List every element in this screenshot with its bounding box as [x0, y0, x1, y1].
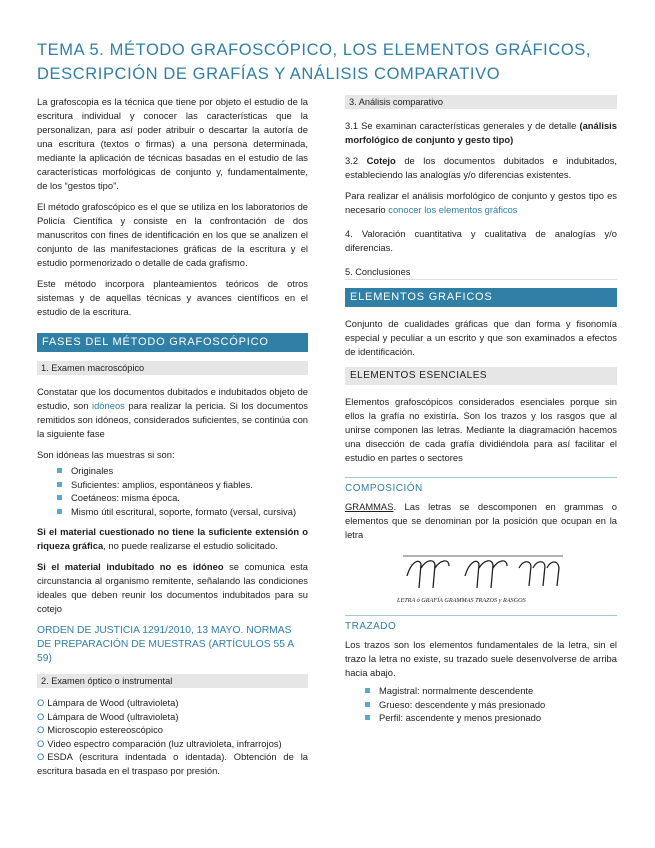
- composicion-heading: COMPOSICIÓN: [345, 477, 617, 496]
- title-line-1: TEMA 5. MÉTODO GRAFOSCÓPICO, LOS ELEMENTOS GRÁFICOS,: [37, 41, 592, 59]
- no-suficiente-paragraph: Si el material cuestionado no tiene la suficiente extensión o riqueza gráfica, no puede realizarse el estudio solicitado.: [37, 526, 308, 551]
- examen-optico-heading: 2. Examen óptico o instrumental: [37, 674, 308, 688]
- page-title: [37, 38, 627, 86]
- analisis-3-2: 3.2 Cotejo de los documentos dubitados e indubitados, estableciendo las analogías y/o diferencias existentes.: [345, 155, 618, 180]
- grammas-paragraph: GRAMMAS. Las letras se descomponen en grammas o elementos que se denominan por la posición que ocupan en la letra: [345, 501, 617, 540]
- elementos-graficos-link[interactable]: conocer los elementos gráficos: [388, 204, 518, 215]
- trazado-paragraph: Los trazos son los elementos fundamentales de la letra, sin el trazo la letra no existe, su trazado suele desenvolverse de arriba hacia abajo.: [345, 639, 617, 678]
- idoneas-list: [37, 464, 308, 518]
- elementos-esenciales-heading: ELEMENTOS ESENCIALES: [345, 367, 617, 385]
- analisis-4: 4. Valoración cuantitativa y cualitativa de analogías y/o diferencias.: [345, 228, 617, 253]
- list-item: Suficientes: amplios, espontáneos y fiables.: [71, 478, 308, 492]
- list-item: Coetáneos: misma época.: [71, 491, 308, 505]
- title-line-2: DESCRIPCIÓN DE GRAFÍAS Y ANÁLISIS COMPARATIVO: [37, 65, 501, 83]
- examen1-paragraph: Constatar que los documentos dubitados e indubitados objeto de estudio, son idóneos para realizar la pericia. Si los documentos remitidos son idóneos, considerados suficientes, se continúa con la siguiente fase: [37, 386, 308, 439]
- right-column: [345, 95, 617, 725]
- intro-paragraph-3: Este método incorpora planteamientos teóricos de otros sistemas y de aquellas técnicas y avances científicos en el estudio de la escritura.: [37, 278, 308, 317]
- list-item: Perfil: ascendente y menos presionado: [379, 711, 617, 725]
- list-item: O Microscopio estereoscópico: [37, 724, 163, 735]
- list-item: O ESDA (escritura indentada o identada). Obtención de la escritura basada en el traspaso por presión.: [37, 751, 308, 776]
- analisis-comparativo-heading: 3. Análisis comparativo: [345, 95, 617, 109]
- elementos-graficos-heading: ELEMENTOS GRAFICOS: [345, 288, 617, 307]
- intro-paragraph-1: La grafoscopia es la técnica que tiene por objeto el estudio de la escritura individual y conocer las características que la personalizan, para así poder atribuir o descartar la autoría de una escritura (textos o firmas) a una persona determinada, mediante la aplicación de técnicas basadas en el estudio de las características morfológicas de conjunto y, fundamentalmente, de los “gestos tipo”.: [37, 96, 308, 191]
- idoneos-link[interactable]: idóneos: [92, 400, 125, 411]
- elementos-esenciales-paragraph: Elementos grafoscópicos considerados esenciales porque sin ellos la grafía no existiría. Son los trazos y los rasgos que al unirse componen las letras. Mediante la diagramación hacemos una disección de cada grafía dividiéndola para así facilitar el estudio en partes o sectores: [345, 396, 617, 463]
- intro-paragraph-2: El método grafoscópico es el que se utiliza en los laboratorios de Policía Científica y consiste en la confrontación de dos manuscritos con fines de identificación en los que se analizen el conjunto de las manifestaciones gráficas de la escritura y el estudio pormenorizado o detalle de cada grafismo.: [37, 201, 308, 268]
- analisis-3-1: 3.1 Se examinan características generales y de detalle (análisis morfológico de conjunto y gesto tipo): [345, 120, 617, 145]
- elementos-graficos-paragraph: Conjunto de cualidades gráficas que dan forma y fisonomía especial y peculiar a un escrito y que son examinados a efectos de identificación.: [345, 318, 617, 357]
- examen-macroscopico-heading: 1. Examen macroscópico: [37, 361, 308, 375]
- list-item: Mismo útil escritural, soporte, formato (versal, cursiva): [71, 505, 308, 519]
- list-item: O Lámpara de Wood (ultravioleta): [37, 710, 179, 722]
- figure-caption: LETRA ó GRAFÍA GRAMMAS TRAZOS y RASGOS: [397, 597, 526, 604]
- trazado-heading: TRAZADO: [345, 615, 617, 634]
- left-column: [37, 95, 308, 777]
- instrumentos-list: [37, 696, 308, 777]
- orden-justicia: ORDEN DE JUSTICIA 1291/2010, 13 MAYO. NORMAS DE PREPARACIÓN DE MUESTRAS (ARTÍCULOS 55 A 59): [37, 625, 294, 664]
- fases-heading: FASES DEL MÉTODO GRAFOSCÓPICO: [37, 333, 308, 352]
- no-idoneo-paragraph: Si el material indubitado no es idóneo se comunica esta circunstancia al organismo remitente, señalando las condiciones ideales que deben reunir los documentos indubitados para su cotejo: [37, 561, 308, 614]
- grammas-illustration: [393, 546, 573, 606]
- idoneas-intro: Son idóneas las muestras si son:: [37, 449, 175, 460]
- list-item: O Lámpara de Wood (ultravioleta): [37, 697, 179, 708]
- list-item: Magistral: normalmente descendente: [379, 684, 617, 698]
- trazos-list: [345, 684, 617, 725]
- analisis-para: Para realizar el análisis morfológico de conjunto y gestos tipo es necesario conocer los elementos gráficos: [345, 190, 617, 215]
- list-item: O Video espectro comparación (luz ultravioleta, infrarrojos): [37, 737, 282, 749]
- conclusiones: 5. Conclusiones: [345, 265, 617, 280]
- list-item: Originales: [71, 464, 308, 478]
- list-item: Grueso: descendente y más presionado: [379, 698, 617, 712]
